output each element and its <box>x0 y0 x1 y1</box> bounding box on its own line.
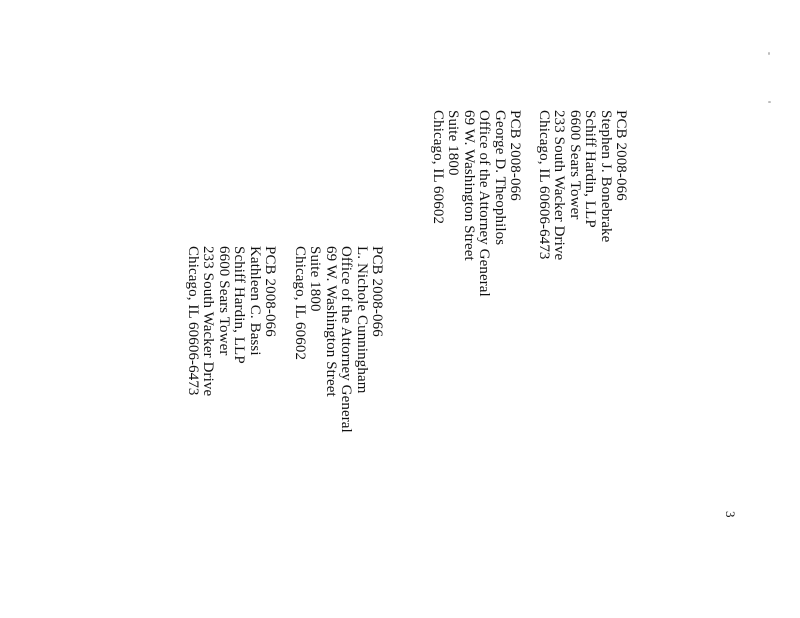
case-number: PCB 2008-066 <box>613 110 629 201</box>
service-address-block-2 <box>430 110 522 297</box>
recipient-name: Kathleen C. Bassi <box>246 246 263 356</box>
city-state-zip: Chicago, IL 60602 <box>429 110 446 225</box>
firm-name: Office of the Attorney General <box>476 110 493 297</box>
recipient-name: L. Nichole Cunningham <box>353 246 370 394</box>
case-number: PCB 2008-066 <box>507 110 523 201</box>
address-line-1: 69 W. Washington Street <box>322 246 339 397</box>
firm-name: Office of the Attorney General <box>338 246 355 433</box>
page-number: 3 <box>723 511 738 518</box>
case-number: PCB 2008-066 <box>262 246 278 337</box>
scan-speck <box>768 101 771 103</box>
recipient-name: Stephen J. Bonebrake <box>597 110 614 243</box>
address-line-1: 6600 Sears Tower <box>215 246 232 356</box>
city-state-zip: Chicago, IL 60606-6473 <box>535 110 552 260</box>
address-line-1: 6600 Sears Tower <box>566 110 583 220</box>
city-state-zip: Chicago, IL 60606-6473 <box>184 246 201 396</box>
address-line-2: Suite 1800 <box>445 110 462 176</box>
scan-speck <box>768 52 770 55</box>
address-line-2: 233 South Wacker Drive <box>551 110 568 261</box>
address-line-2: Suite 1800 <box>307 246 324 312</box>
address-line-2: 233 South Wacker Drive <box>200 246 217 397</box>
recipient-name: George D. Theophilos <box>491 110 508 246</box>
service-address-block-3 <box>292 246 384 433</box>
firm-name: Schiff Hardin, LLP <box>231 246 248 364</box>
case-number: PCB 2008-066 <box>369 246 385 337</box>
service-address-block-1 <box>536 110 628 260</box>
service-address-block-4 <box>185 246 277 396</box>
firm-name: Schiff Hardin, LLP <box>582 110 599 228</box>
city-state-zip: Chicago, IL 60602 <box>291 246 308 361</box>
address-line-1: 69 W. Washington Street <box>460 110 477 261</box>
